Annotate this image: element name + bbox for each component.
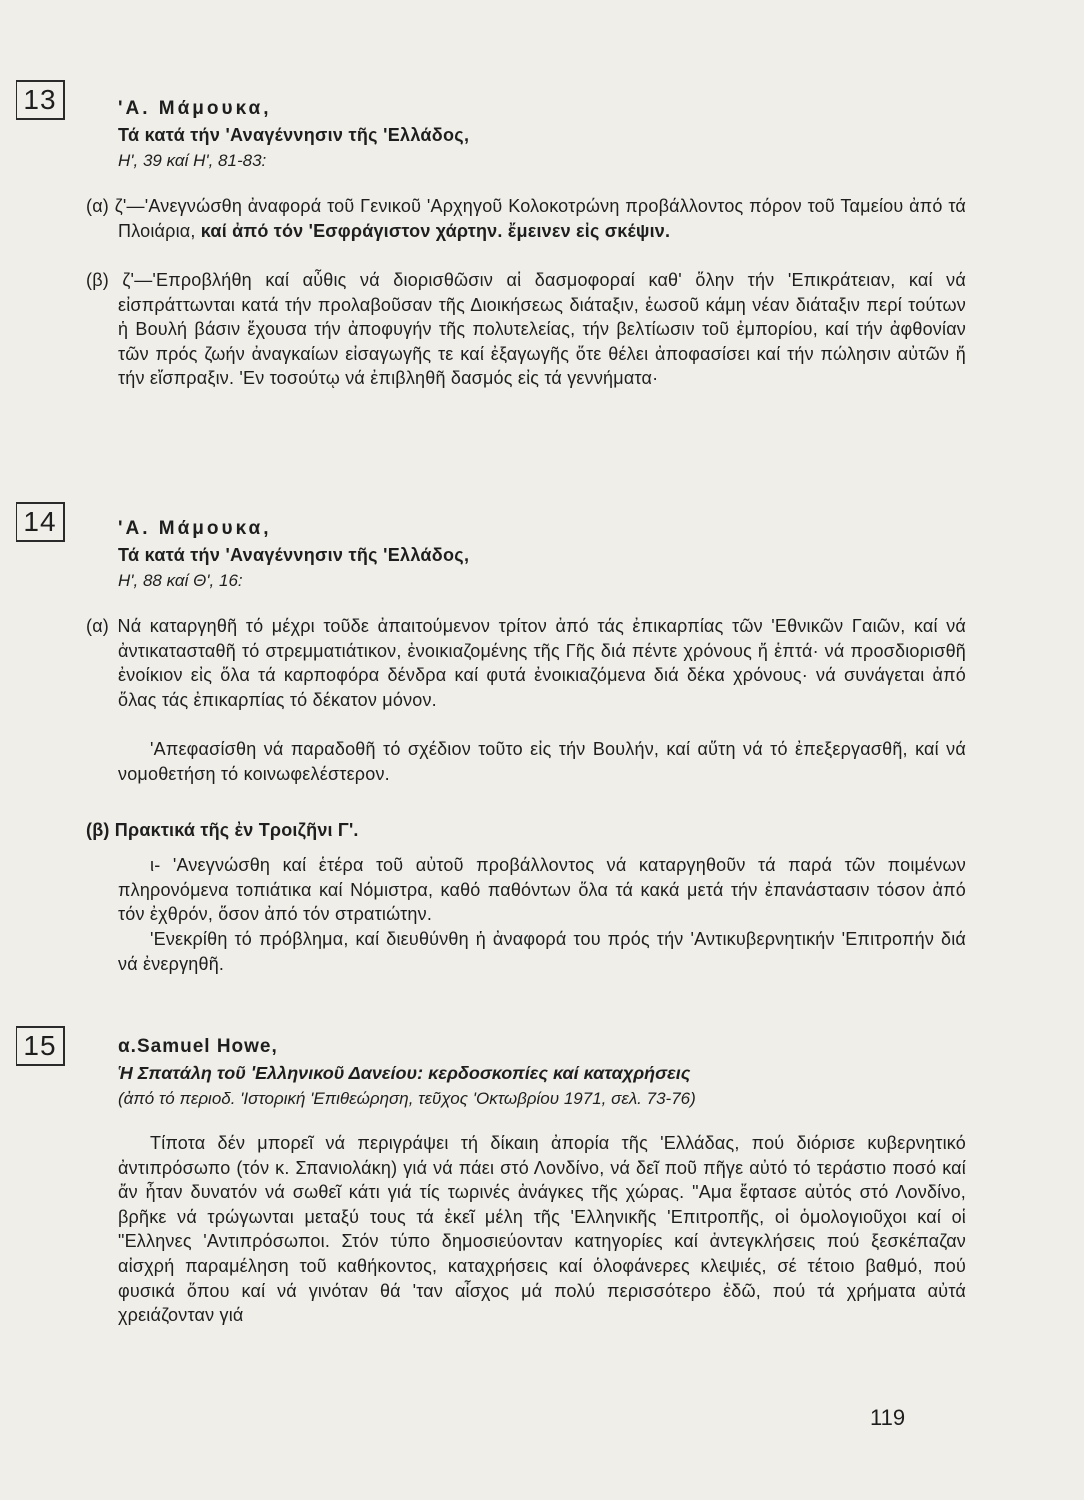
paragraph-text: Τίποτα δέν μπορεῖ νά περιγράψει τή δίκαιη ἀπορία τῆς 'Ελλάδας, πού διόρισε κυβερνητικό ἀντιπρόσωπο (τόν κ. Σπανιολάκη) γιά νά πάει στό Λονδίνο, νά δεῖ ποῦ πῆγε αὐτό τό τεράστιο ποσό καί ἄν ἦταν δυνατόν νά σωθεῖ κάτι γιά τίς τωρινές ἀνάγκες τῆς χώρας. "Αμα ἔφτασε αὐτός στό Λονδίνο, βρῆκε νά τρώγωνται μεταξύ τους τά ἐκεῖ μέλη τῆς 'Ελληνικῆς 'Επιτροπῆς, οἱ ὁμολογιοῦχοι καί οἱ "Ελληνες 'Αντιπρόσωποι. Στόν τύπο δημοσιεύονταν κατηγορίες καί ἀντεγκλήσεις πού ξεσκέπαζαν αἰσχρή παραμέληση τοῦ καθήκοντος, καταχρήσεις καί ὁλοφάνερες κλεψιές, σέ τέτοιο βαθμό, πού φυσικά ὅπου καί νά γινόταν θά 'ταν αἶσχος μά πολύ περισσότερο ἐδῶ, πού τά χρήματα αὐτά χρειάζονταν γιά (118, 1133, 966, 1326)
subheading-text: Πρακτικά τῆς ἐν Τροιζῆνι Γ'. (114, 820, 359, 840)
entry-number-box: 14 (16, 502, 65, 542)
paragraph-mark: (β) (86, 820, 110, 840)
work-title: Τά κατά τήν 'Αναγέννησιν τῆς 'Ελλάδος, (118, 545, 470, 565)
entry-number-box: 13 (16, 80, 65, 120)
author: α.Samuel Howe, (118, 1036, 278, 1057)
paragraph (86, 614, 966, 712)
paragraph (86, 737, 966, 786)
paragraph-mark: (β) (86, 270, 109, 290)
paragraph-mark: (α) (86, 616, 109, 636)
work-title: Τά κατά τήν 'Αναγέννησιν τῆς 'Ελλάδος, (118, 125, 470, 145)
entry-heading (118, 516, 948, 594)
work-title: Ἡ Σπατάλη τοῦ 'Ελληνικοῦ Δανείου: κερδοσκοπίες καί καταχρήσεις (118, 1063, 691, 1083)
paragraph-bold-text: καί ἀπό τόν 'Εσφράγιστον χάρτην. ἔμεινεν εἰς σκέψιν. (200, 220, 671, 241)
paragraph (86, 927, 966, 976)
page-number: 119 (870, 1405, 906, 1430)
paragraph (86, 1131, 966, 1328)
paragraph (86, 194, 966, 243)
paragraph-text: 'Απεφασίσθη νά παραδοθῆ τό σχέδιον τοῦτο εἰς τήν Βουλήν, καί αὕτη νά τό ἐπεξεργασθῆ, καί νά νομοθετήση τό κοινωφελέστερον. (118, 739, 966, 784)
subsection-heading (86, 818, 934, 843)
paragraph (86, 268, 966, 391)
author: 'Α. Μάμουκα, (118, 518, 272, 539)
reference: (ἀπό τό περιοδ. 'Ιστορική 'Επιθεώρηση, τεῦχος 'Οκτωβρίου 1971, σελ. 73-76) (118, 1089, 696, 1108)
paragraph-mark: (α) (86, 196, 109, 216)
paragraph-text: ι- 'Ανεγνώσθη καί ἑτέρα τοῦ αὐτοῦ προβάλλοντος νά καταργηθοῦν τά παρά τῶν ποιμένων πληρονόμενα τοπιάτικα καί Νόμιστρα, καθό παθόντων ὅλα τά κακά μετά τήν ἐπανάστασιν τόσον ἀπό τόν ἐχθρόν, ὅσον ἀπό τόν στρατιώτην. (118, 855, 966, 925)
entry-heading (118, 1034, 948, 1112)
paragraph (86, 853, 966, 927)
entry-heading (118, 96, 948, 174)
reference: Η', 39 καί Η', 81-83: (118, 151, 267, 170)
paragraph-text: 'Ενεκρίθη τό πρόβλημα, καί διευθύνθη ἡ ἀναφορά του πρός τήν 'Αντικυβερνητικήν 'Επιτροπήν διά νά ἐνεργηθῆ. (118, 929, 966, 974)
paragraph-text: Νά καταργηθῆ τό μέχρι τοῦδε ἀπαιτούμενον τρίτον ἀπό τάς ἐπικαρπίας τῶν 'Εθνικῶν Γαιῶν, καί νά ἀντικατασταθῆ τό στρεμματιάτικον, ἐνοικιαζομένης τῆς Γῆς διά πέντε χρόνους ἤ ἑπτά· νά προσδιορισθῆ ἐνοίκιον εἰς ὅλα τά καρποφόρα δένδρα καί φυτά ἐνοικιαζόμενα διά δέκα χρόνους· νά συνάγεται ἀπό ὅλας τάς ἐπικαρπίας τό δέκατον μόνον. (117, 616, 967, 710)
author: 'Α. Μάμουκα, (118, 98, 272, 119)
paragraph-text: ζ'—'Ανεγνώσθη ἀναφορά τοῦ Γενικοῦ 'Αρχηγοῦ Κολοκοτρώνη προβάλλοντος πόρον τοῦ Ταμείου ἀπό τά Πλοιάρια, (114, 196, 966, 241)
reference: Η', 88 καί Θ', 16: (118, 571, 243, 590)
entry-number-box: 15 (16, 1026, 65, 1066)
paragraph-text: ζ'—'Επροβλήθη καί αὖθις νά διορισθῶσιν αἱ δασμοφοραί καθ' ὅλην τήν 'Επικράτειαν, καί νά εἰσπράττωνται κατά τήν προλαβοῦσαν τῆς Διοικήσεως διάταξιν, ἑωσοῦ κάμη νέαν διάταξιν περί τούτων ἡ Βουλή βάσιν ἔχουσα τήν ἀποφυγήν τῆς πολυτελείας, τήν βελτίωσιν τοῦ ἐμπορίου, καί τήν ἀφθονίαν τῶν πρός ζωήν ἀναγκαίων εἰσαγωγῆς τε καί ἐξαγωγῆς ὅτε θέλει ἀποφασίσει καί τήν πώλησιν αὐτῶν ἤ τήν εἴσπραξιν. 'Εν τοσούτῳ νά ἐπιβληθῆ δασμός εἰς τά γεννήματα· (118, 270, 966, 389)
